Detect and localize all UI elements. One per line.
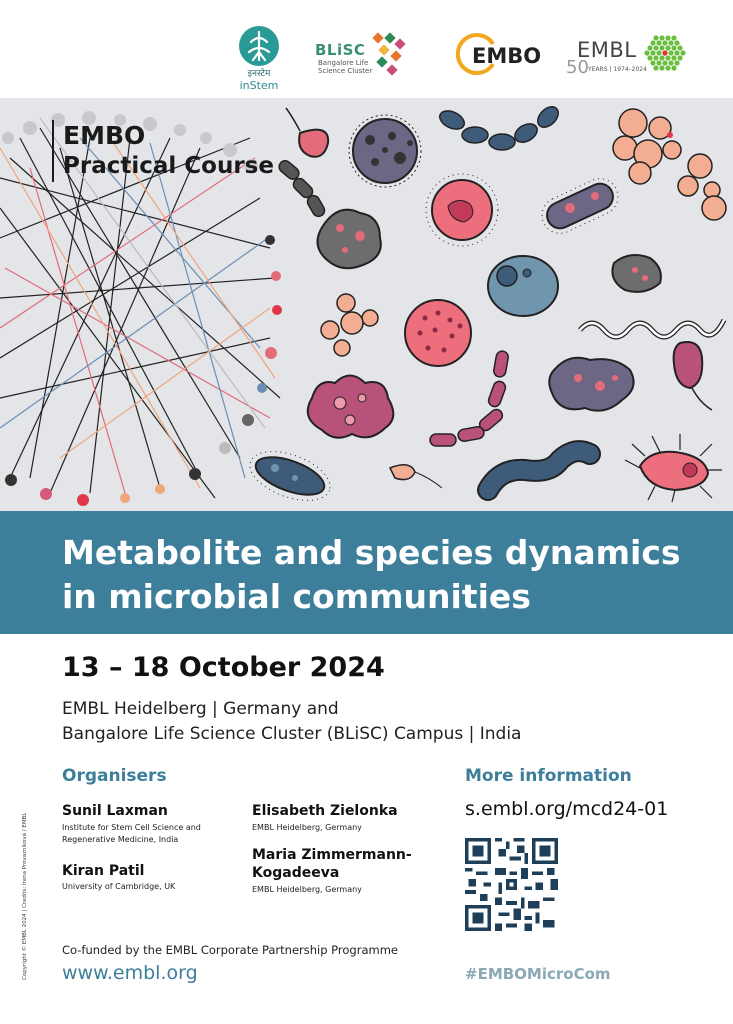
blisc-subtitle: Bangalore Life Science Cluster	[318, 59, 373, 75]
red-spiky-cell	[426, 174, 498, 246]
pink-vibrio	[286, 108, 328, 157]
red-flagellated-cell	[625, 434, 722, 502]
hero-illustration	[0, 98, 733, 511]
purple-rod-bacterium	[536, 173, 624, 239]
peach-comma	[390, 465, 442, 488]
blisc-pattern-icon	[370, 30, 408, 80]
embl-hexagon-dots-icon	[642, 32, 686, 76]
organiser-name: Kiran Patil	[62, 863, 145, 879]
blue-chain	[437, 103, 562, 150]
course-label	[52, 120, 274, 182]
organiser-name	[252, 846, 412, 882]
pink-amoeba	[308, 376, 394, 438]
more-info-link[interactable]: s.embl.org/mcd24-01	[465, 798, 669, 820]
organiser-affiliation: University of Cambridge, UK	[62, 882, 176, 891]
grey-spiky-amoeba	[318, 210, 381, 269]
cofunding-note: Co-funded by the EMBL Corporate Partnership Programme	[62, 943, 398, 957]
peach-cocci-cluster	[613, 109, 726, 220]
more-info-heading: More information	[465, 766, 632, 786]
pink-slug	[674, 342, 712, 410]
organiser-affiliation: EMBL Heidelberg, Germany	[252, 823, 362, 832]
instem-hindi-text: इनस्टेम	[247, 69, 271, 79]
event-venue	[62, 697, 521, 747]
organisers-heading: Organisers	[62, 766, 167, 786]
logo-row	[0, 0, 733, 98]
organiser-name-line2: Kogadeeva	[252, 865, 340, 881]
event-hashtag[interactable]: #EMBOMicroCom	[465, 965, 611, 983]
organiser-affiliation-line1: Institute for Stem Cell Science and	[62, 823, 201, 832]
venue-line1: EMBL Heidelberg | Germany and	[62, 699, 339, 719]
organiser-name-line1: Maria Zimmermann-	[252, 847, 412, 863]
red-dotted-cell	[405, 300, 471, 366]
embl-50-years: 50	[566, 57, 589, 78]
embl-wordmark: EMBL	[577, 38, 637, 62]
organiser-affiliation: EMBL Heidelberg, Germany	[252, 885, 362, 894]
event-dates: 13 – 18 October 2024	[62, 652, 385, 683]
course-title	[62, 531, 722, 619]
organiser-name: Elisabeth Zielonka	[252, 803, 398, 819]
website-link[interactable]: www.embl.org	[62, 962, 198, 984]
course-title-line2: in microbial communities	[62, 577, 531, 616]
peach-small-cluster	[321, 294, 378, 356]
embo-wordmark: EMBO	[472, 44, 542, 68]
small-grey-spiky-cell	[612, 255, 660, 292]
organiser-affiliation	[62, 822, 201, 846]
course-title-line1: Metabolite and species dynamics	[62, 533, 681, 572]
organiser-name: Sunil Laxman	[62, 803, 168, 819]
instem-wordmark	[226, 68, 292, 92]
course-label-line1: EMBO	[63, 121, 146, 150]
blisc-wordmark: BLiSC	[315, 41, 366, 59]
instem-text: inStem	[239, 79, 279, 92]
organiser-affiliation-line2: Regenerative Medicine, India	[62, 835, 179, 844]
embl-years-text: YEARS | 1974–2024	[588, 66, 647, 73]
instem-logo	[237, 24, 281, 68]
venue-line2: Bangalore Life Science Cluster (BLiSC) Campus | India	[62, 724, 522, 744]
copyright-credit: Copyright © EMBL 2024 | Credits: Irena Provazníková / EMBL	[22, 812, 28, 980]
blue-oval-cell	[488, 256, 558, 316]
course-label-line2: Practical Course	[63, 153, 274, 179]
purple-amoeba	[549, 358, 633, 411]
blue-spiky-bacterium	[243, 442, 336, 510]
purple-spiky-cell	[349, 115, 421, 187]
bacteria-chain-dark	[277, 158, 327, 218]
qr-code[interactable]	[465, 838, 558, 931]
